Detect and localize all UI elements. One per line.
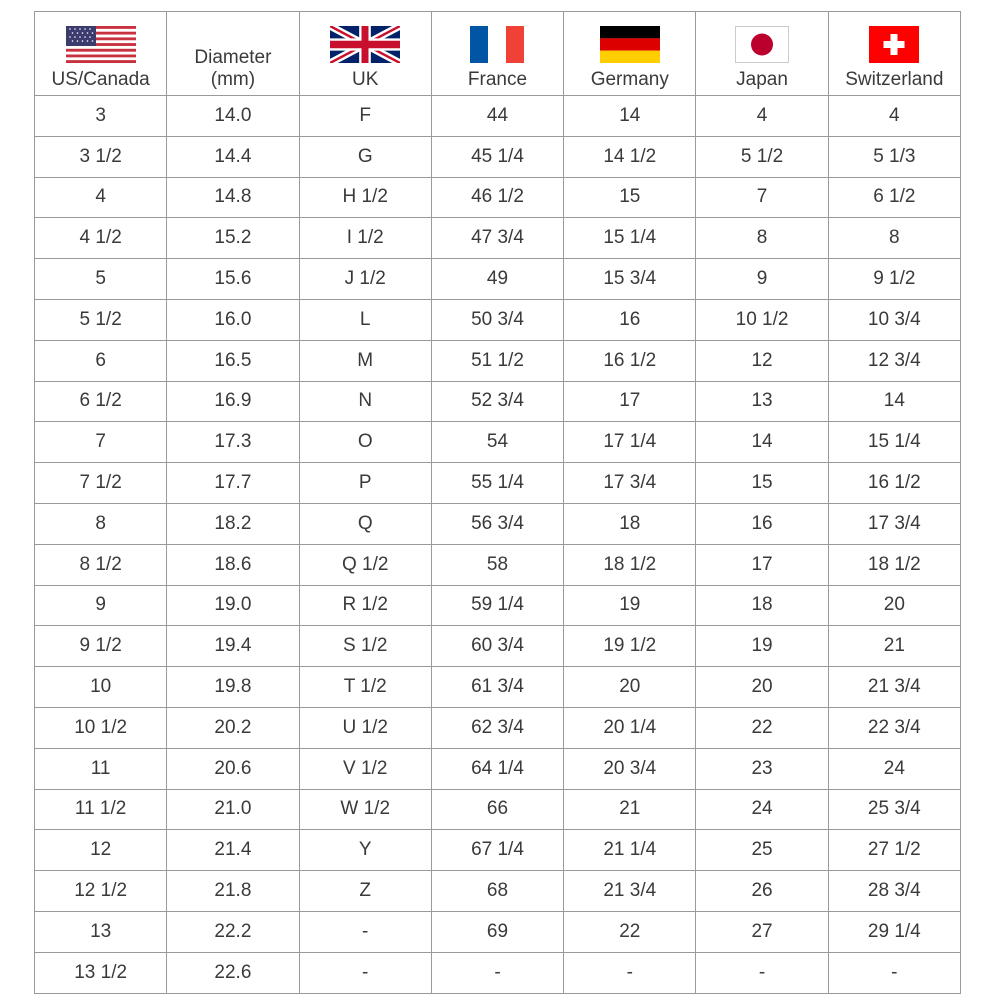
- switzerland-flag-icon: [869, 26, 919, 63]
- cell-diameter-mm: 18.2: [167, 503, 299, 544]
- table-row: [35, 503, 961, 544]
- cell-germany-size: 20 3/4: [564, 748, 696, 789]
- cell-switzerland-size: 10 3/4: [828, 299, 960, 340]
- cell-us-canada-size: 12: [35, 830, 167, 871]
- table-row: [35, 136, 961, 177]
- cell-germany-size: 16: [564, 299, 696, 340]
- table-row: [35, 96, 961, 137]
- cell-japan-size: 15: [696, 463, 828, 504]
- cell-us-canada-size: 4: [35, 177, 167, 218]
- cell-japan-size: 22: [696, 707, 828, 748]
- us-flag-icon: [66, 26, 136, 63]
- cell-us-canada-size: 5 1/2: [35, 299, 167, 340]
- cell-switzerland-size: -: [828, 952, 960, 993]
- cell-germany-size: -: [564, 952, 696, 993]
- cell-diameter-mm: 16.0: [167, 299, 299, 340]
- header-label: US/Canada: [51, 69, 150, 90]
- cell-germany-size: 14: [564, 96, 696, 137]
- cell-germany-size: 15 3/4: [564, 259, 696, 300]
- cell-switzerland-size: 21: [828, 626, 960, 667]
- cell-japan-size: 5 1/2: [696, 136, 828, 177]
- cell-germany-size: 21 1/4: [564, 830, 696, 871]
- cell-diameter-mm: 21.0: [167, 789, 299, 830]
- cell-germany-size: 16 1/2: [564, 340, 696, 381]
- cell-france-size: 66: [431, 789, 563, 830]
- france-flag-icon: [470, 26, 524, 63]
- cell-japan-size: 18: [696, 585, 828, 626]
- cell-japan-size: 26: [696, 871, 828, 912]
- cell-uk-size: U 1/2: [299, 707, 431, 748]
- header-uk: [299, 12, 431, 96]
- table-row: [35, 340, 961, 381]
- table-row: [35, 177, 961, 218]
- cell-us-canada-size: 13 1/2: [35, 952, 167, 993]
- cell-uk-size: S 1/2: [299, 626, 431, 667]
- cell-diameter-mm: 17.7: [167, 463, 299, 504]
- cell-germany-size: 17 3/4: [564, 463, 696, 504]
- cell-us-canada-size: 10 1/2: [35, 707, 167, 748]
- cell-us-canada-size: 5: [35, 259, 167, 300]
- cell-uk-size: Q: [299, 503, 431, 544]
- cell-france-size: 45 1/4: [431, 136, 563, 177]
- cell-us-canada-size: 4 1/2: [35, 218, 167, 259]
- cell-us-canada-size: 6 1/2: [35, 381, 167, 422]
- cell-france-size: 54: [431, 422, 563, 463]
- cell-uk-size: W 1/2: [299, 789, 431, 830]
- header-label: UK: [352, 69, 379, 90]
- cell-uk-size: G: [299, 136, 431, 177]
- cell-switzerland-size: 22 3/4: [828, 707, 960, 748]
- cell-switzerland-size: 14: [828, 381, 960, 422]
- cell-switzerland-size: 8: [828, 218, 960, 259]
- table-row: [35, 463, 961, 504]
- cell-diameter-mm: 21.4: [167, 830, 299, 871]
- cell-france-size: 67 1/4: [431, 830, 563, 871]
- cell-japan-size: 17: [696, 544, 828, 585]
- cell-us-canada-size: 13: [35, 911, 167, 952]
- japan-flag-icon: [735, 26, 789, 63]
- cell-japan-size: 16: [696, 503, 828, 544]
- cell-switzerland-size: 15 1/4: [828, 422, 960, 463]
- table-row: [35, 748, 961, 789]
- cell-japan-size: 9: [696, 259, 828, 300]
- cell-germany-size: 19 1/2: [564, 626, 696, 667]
- cell-japan-size: 19: [696, 626, 828, 667]
- cell-switzerland-size: 9 1/2: [828, 259, 960, 300]
- cell-france-size: 49: [431, 259, 563, 300]
- cell-france-size: 44: [431, 96, 563, 137]
- table-row: [35, 626, 961, 667]
- table-row: [35, 585, 961, 626]
- header-diameter-unit: (mm): [210, 69, 256, 90]
- cell-uk-size: L: [299, 299, 431, 340]
- cell-germany-size: 22: [564, 911, 696, 952]
- cell-uk-size: Q 1/2: [299, 544, 431, 585]
- cell-germany-size: 21 3/4: [564, 871, 696, 912]
- cell-diameter-mm: 22.2: [167, 911, 299, 952]
- cell-switzerland-size: 29 1/4: [828, 911, 960, 952]
- table-row: [35, 299, 961, 340]
- table-row: [35, 381, 961, 422]
- cell-france-size: 61 3/4: [431, 667, 563, 708]
- cell-us-canada-size: 3: [35, 96, 167, 137]
- cell-japan-size: 8: [696, 218, 828, 259]
- cell-us-canada-size: 9: [35, 585, 167, 626]
- cell-switzerland-size: 17 3/4: [828, 503, 960, 544]
- cell-diameter-mm: 15.6: [167, 259, 299, 300]
- cell-diameter-mm: 16.9: [167, 381, 299, 422]
- header-label: Germany: [590, 69, 669, 90]
- cell-uk-size: P: [299, 463, 431, 504]
- cell-uk-size: Y: [299, 830, 431, 871]
- header-label: France: [467, 69, 528, 90]
- cell-switzerland-size: 25 3/4: [828, 789, 960, 830]
- table-row: [35, 871, 961, 912]
- cell-japan-size: 13: [696, 381, 828, 422]
- cell-switzerland-size: 20: [828, 585, 960, 626]
- cell-france-size: 60 3/4: [431, 626, 563, 667]
- cell-france-size: 58: [431, 544, 563, 585]
- cell-germany-size: 20: [564, 667, 696, 708]
- cell-japan-size: 10 1/2: [696, 299, 828, 340]
- cell-uk-size: H 1/2: [299, 177, 431, 218]
- cell-us-canada-size: 6: [35, 340, 167, 381]
- cell-uk-size: Z: [299, 871, 431, 912]
- cell-diameter-mm: 14.8: [167, 177, 299, 218]
- cell-switzerland-size: 16 1/2: [828, 463, 960, 504]
- cell-switzerland-size: 12 3/4: [828, 340, 960, 381]
- cell-france-size: 64 1/4: [431, 748, 563, 789]
- cell-france-size: 47 3/4: [431, 218, 563, 259]
- cell-switzerland-size: 28 3/4: [828, 871, 960, 912]
- cell-france-size: 52 3/4: [431, 381, 563, 422]
- cell-diameter-mm: 19.4: [167, 626, 299, 667]
- cell-us-canada-size: 8 1/2: [35, 544, 167, 585]
- table-row: [35, 667, 961, 708]
- header-japan: [696, 12, 828, 96]
- cell-diameter-mm: 22.6: [167, 952, 299, 993]
- cell-germany-size: 19: [564, 585, 696, 626]
- cell-switzerland-size: 18 1/2: [828, 544, 960, 585]
- cell-us-canada-size: 7 1/2: [35, 463, 167, 504]
- cell-france-size: 59 1/4: [431, 585, 563, 626]
- cell-japan-size: 12: [696, 340, 828, 381]
- cell-us-canada-size: 3 1/2: [35, 136, 167, 177]
- table-row: [35, 911, 961, 952]
- header-row: [35, 12, 961, 96]
- cell-japan-size: 14: [696, 422, 828, 463]
- cell-us-canada-size: 11 1/2: [35, 789, 167, 830]
- germany-flag-icon: [600, 26, 660, 63]
- table-row: [35, 952, 961, 993]
- cell-uk-size: V 1/2: [299, 748, 431, 789]
- uk-flag-icon: [330, 26, 400, 63]
- cell-germany-size: 17 1/4: [564, 422, 696, 463]
- header-diameter-line: Diameter: [194, 47, 272, 68]
- cell-uk-size: O: [299, 422, 431, 463]
- cell-germany-size: 14 1/2: [564, 136, 696, 177]
- cell-switzerland-size: 4: [828, 96, 960, 137]
- cell-switzerland-size: 6 1/2: [828, 177, 960, 218]
- cell-japan-size: 20: [696, 667, 828, 708]
- cell-diameter-mm: 18.6: [167, 544, 299, 585]
- cell-germany-size: 18 1/2: [564, 544, 696, 585]
- cell-germany-size: 21: [564, 789, 696, 830]
- cell-us-canada-size: 10: [35, 667, 167, 708]
- cell-japan-size: 24: [696, 789, 828, 830]
- cell-diameter-mm: 20.6: [167, 748, 299, 789]
- header-label: Switzerland: [845, 69, 944, 90]
- header-diameter: [167, 12, 299, 96]
- cell-uk-size: I 1/2: [299, 218, 431, 259]
- cell-japan-size: 23: [696, 748, 828, 789]
- cell-germany-size: 15: [564, 177, 696, 218]
- cell-switzerland-size: 5 1/3: [828, 136, 960, 177]
- cell-france-size: 51 1/2: [431, 340, 563, 381]
- cell-switzerland-size: 24: [828, 748, 960, 789]
- table-row: [35, 544, 961, 585]
- cell-diameter-mm: 20.2: [167, 707, 299, 748]
- header-label: Japan: [736, 69, 788, 90]
- cell-uk-size: F: [299, 96, 431, 137]
- cell-uk-size: N: [299, 381, 431, 422]
- table-row: [35, 218, 961, 259]
- cell-us-canada-size: 11: [35, 748, 167, 789]
- cell-france-size: 56 3/4: [431, 503, 563, 544]
- cell-diameter-mm: 16.5: [167, 340, 299, 381]
- cell-france-size: 62 3/4: [431, 707, 563, 748]
- header-switzerland: [828, 12, 960, 96]
- header-france: [431, 12, 563, 96]
- ring-size-chart: [34, 11, 961, 994]
- cell-japan-size: 27: [696, 911, 828, 952]
- cell-japan-size: 4: [696, 96, 828, 137]
- cell-france-size: 55 1/4: [431, 463, 563, 504]
- cell-us-canada-size: 7: [35, 422, 167, 463]
- header-germany: [564, 12, 696, 96]
- table-row: [35, 707, 961, 748]
- cell-us-canada-size: 12 1/2: [35, 871, 167, 912]
- cell-germany-size: 18: [564, 503, 696, 544]
- table-row: [35, 259, 961, 300]
- table-row: [35, 422, 961, 463]
- cell-diameter-mm: 19.8: [167, 667, 299, 708]
- cell-uk-size: -: [299, 952, 431, 993]
- table-row: [35, 830, 961, 871]
- cell-uk-size: J 1/2: [299, 259, 431, 300]
- cell-uk-size: R 1/2: [299, 585, 431, 626]
- cell-diameter-mm: 14.0: [167, 96, 299, 137]
- cell-us-canada-size: 9 1/2: [35, 626, 167, 667]
- header-label: [167, 47, 298, 91]
- cell-germany-size: 15 1/4: [564, 218, 696, 259]
- cell-france-size: 68: [431, 871, 563, 912]
- cell-germany-size: 17: [564, 381, 696, 422]
- cell-us-canada-size: 8: [35, 503, 167, 544]
- cell-germany-size: 20 1/4: [564, 707, 696, 748]
- header-us-canada: [35, 12, 167, 96]
- cell-japan-size: 7: [696, 177, 828, 218]
- cell-france-size: 69: [431, 911, 563, 952]
- cell-uk-size: -: [299, 911, 431, 952]
- table-row: [35, 789, 961, 830]
- cell-diameter-mm: 15.2: [167, 218, 299, 259]
- cell-diameter-mm: 21.8: [167, 871, 299, 912]
- cell-france-size: 50 3/4: [431, 299, 563, 340]
- cell-uk-size: T 1/2: [299, 667, 431, 708]
- cell-japan-size: -: [696, 952, 828, 993]
- cell-switzerland-size: 27 1/2: [828, 830, 960, 871]
- size-table-body: [35, 96, 961, 994]
- cell-diameter-mm: 17.3: [167, 422, 299, 463]
- cell-uk-size: M: [299, 340, 431, 381]
- cell-japan-size: 25: [696, 830, 828, 871]
- cell-france-size: -: [431, 952, 563, 993]
- cell-diameter-mm: 19.0: [167, 585, 299, 626]
- cell-diameter-mm: 14.4: [167, 136, 299, 177]
- cell-switzerland-size: 21 3/4: [828, 667, 960, 708]
- cell-france-size: 46 1/2: [431, 177, 563, 218]
